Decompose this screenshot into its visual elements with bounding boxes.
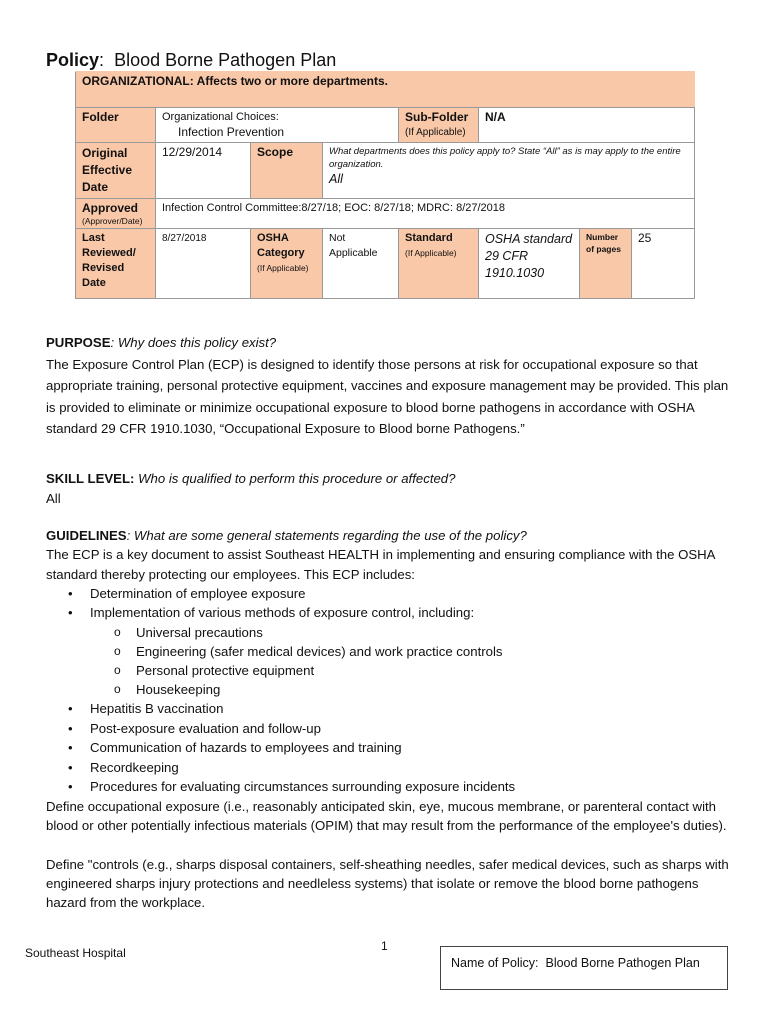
policy-name-label: Name of Policy: <box>451 956 546 970</box>
sub-list-item: o Housekeeping <box>46 680 736 699</box>
sub-list-item: o Engineering (safer medical devices) and work practice controls <box>46 642 736 661</box>
osha-label-cell <box>251 229 323 299</box>
purpose-question: : Why does this policy exist? <box>110 335 277 350</box>
scope-label: Scope <box>257 145 294 159</box>
last-reviewed-1: Last <box>82 232 105 244</box>
policy-name-box <box>440 946 728 990</box>
subfolder-value: N/A <box>485 110 506 124</box>
guidelines-heading-line <box>46 526 736 545</box>
original-date-label-1: Original <box>82 146 128 160</box>
standard-value-1: OSHA standard <box>485 232 573 246</box>
purpose-section <box>46 332 736 440</box>
scope-value-cell <box>323 143 695 199</box>
policy-title: Blood Borne Pathogen Plan <box>114 50 337 70</box>
purpose-heading-line <box>46 332 736 354</box>
original-date-label-cell <box>76 143 156 199</box>
org-choices-label: Organizational Choices: <box>162 111 279 123</box>
list-item: • Procedures for evaluating circumstances surrounding exposure incidents <box>46 777 736 797</box>
purpose-text: The Exposure Control Plan (ECP) is designed to identify those persons at risk for occupational exposure so that appropriate training, personal protective equipment, vaccines and exposure management may be provided. This plan is provided to eliminate or minimize occupational exposure to blood borne pathogens in accordance with OSHA standard 29 CFR 1910.1030, “Occupational Exposure to Blood borne Pathogens.” <box>46 356 729 436</box>
pages-value: 25 <box>632 229 695 299</box>
subfolder-value-cell <box>479 108 695 143</box>
policy-name-value: Blood Borne Pathogen Plan <box>545 956 700 970</box>
last-reviewed-value: 8/27/2018 <box>156 229 251 299</box>
folder-label-cell <box>76 108 156 143</box>
paragraph-spacer <box>46 836 736 855</box>
osha-label-2: Category <box>257 247 305 259</box>
pages-label-cell <box>580 229 632 299</box>
sub-list-item: o Personal protective equipment <box>46 661 736 680</box>
scope-question: What departments does this policy apply to? State “All” as is may apply to the entire organization. <box>329 146 681 170</box>
define-controls-text: Define "controls (e.g., sharps disposal containers, self-sheathing needles, safer medical devices, such as sharps with engineered sharps injury protections and needleless systems) that isolate or remove the blood borne pathogens hazard from the workplace. <box>46 856 729 911</box>
page-number: 1 <box>381 939 388 953</box>
subfolder-label-cell <box>399 108 479 143</box>
policy-label: Policy <box>46 50 100 70</box>
purpose-heading: PURPOSE <box>46 335 111 350</box>
approved-label: Approved <box>82 201 139 215</box>
approved-label-cell <box>76 199 156 229</box>
guidelines-intro: The ECP is a key document to assist Southeast HEALTH in implementing and ensuring compliance with the OSHA standard thereby protecting our employees. This ECP includes: <box>46 547 715 582</box>
osha-note: (If Applicable) <box>257 263 309 273</box>
list-item-text: Implementation of various methods of exposure control, including: <box>90 605 475 621</box>
folder-label: Folder <box>82 110 119 124</box>
standard-value-3: 1910.1030 <box>485 266 545 280</box>
guidelines-list-continued <box>46 699 736 797</box>
sub-list-item: o Universal precautions <box>46 623 736 642</box>
page-title <box>46 50 336 71</box>
osha-label-1: OSHA <box>257 232 289 244</box>
guidelines-list <box>46 584 736 623</box>
approved-sub: (Approver/Date) <box>82 216 143 226</box>
approved-value: Infection Control Committee:8/27/18; EOC: 8/27/18; MDRC: 8/27/2018 <box>156 199 695 229</box>
last-reviewed-label-cell <box>76 229 156 299</box>
pages-label-1: Number <box>586 232 619 242</box>
org-choice-value: Infection Prevention <box>178 125 285 139</box>
define-exposure-text: Define occupational exposure (i.e., reasonably anticipated skin, eye, mucous membrane, or parenteral contact with blood or other potentially infectious materials (OPIM) that may result from the performance of the employee's duties). <box>46 799 727 834</box>
original-date-value: 12/29/2014 <box>156 143 251 199</box>
osha-value-cell <box>323 229 399 299</box>
original-date-label-2: Effective <box>82 163 133 177</box>
standard-value-2: 29 CFR <box>485 249 529 263</box>
controls-sub-list <box>46 623 736 699</box>
osha-value-1: Not <box>329 232 346 244</box>
list-item <box>46 603 736 623</box>
skill-section <box>46 469 736 508</box>
standard-value-cell <box>479 229 580 299</box>
folder-value-cell <box>156 108 399 143</box>
footer-hospital: Southeast Hospital <box>25 946 126 960</box>
last-reviewed-3: Revised <box>82 262 125 274</box>
standard-note: (If Applicable) <box>405 248 457 258</box>
guidelines-section <box>46 526 736 913</box>
list-item: • Determination of employee exposure <box>46 584 736 604</box>
skill-question: Who is qualified to perform this procedure or affected? <box>134 471 456 486</box>
scope-value: All <box>329 172 343 186</box>
pages-label-2: of pages <box>586 244 621 254</box>
guidelines-question: : What are some general statements regarding the use of the policy? <box>126 528 527 543</box>
scope-label-cell <box>251 143 323 199</box>
osha-value-2: Applicable <box>329 247 378 259</box>
guidelines-heading: GUIDELINES <box>46 528 127 543</box>
subfolder-note: (If Applicable) <box>405 127 466 138</box>
subfolder-label: Sub-Folder <box>405 110 469 124</box>
policy-info-table <box>75 71 695 299</box>
standard-label-cell <box>399 229 479 299</box>
list-item: • Communication of hazards to employees and training <box>46 738 736 758</box>
list-item: • Post-exposure evaluation and follow-up <box>46 719 736 739</box>
organizational-banner: ORGANIZATIONAL: Affects two or more departments. <box>76 72 695 108</box>
standard-label: Standard <box>405 232 453 244</box>
skill-heading: SKILL LEVEL: <box>46 471 135 486</box>
list-item: • Recordkeeping <box>46 758 736 778</box>
original-date-label-3: Date <box>82 180 109 194</box>
list-item: • Hepatitis B vaccination <box>46 699 736 719</box>
skill-heading-line <box>46 469 736 489</box>
policy-colon: : <box>99 50 105 70</box>
last-reviewed-4: Date <box>82 277 106 289</box>
skill-text: All <box>46 490 61 506</box>
last-reviewed-2: Reviewed/ <box>82 247 136 259</box>
